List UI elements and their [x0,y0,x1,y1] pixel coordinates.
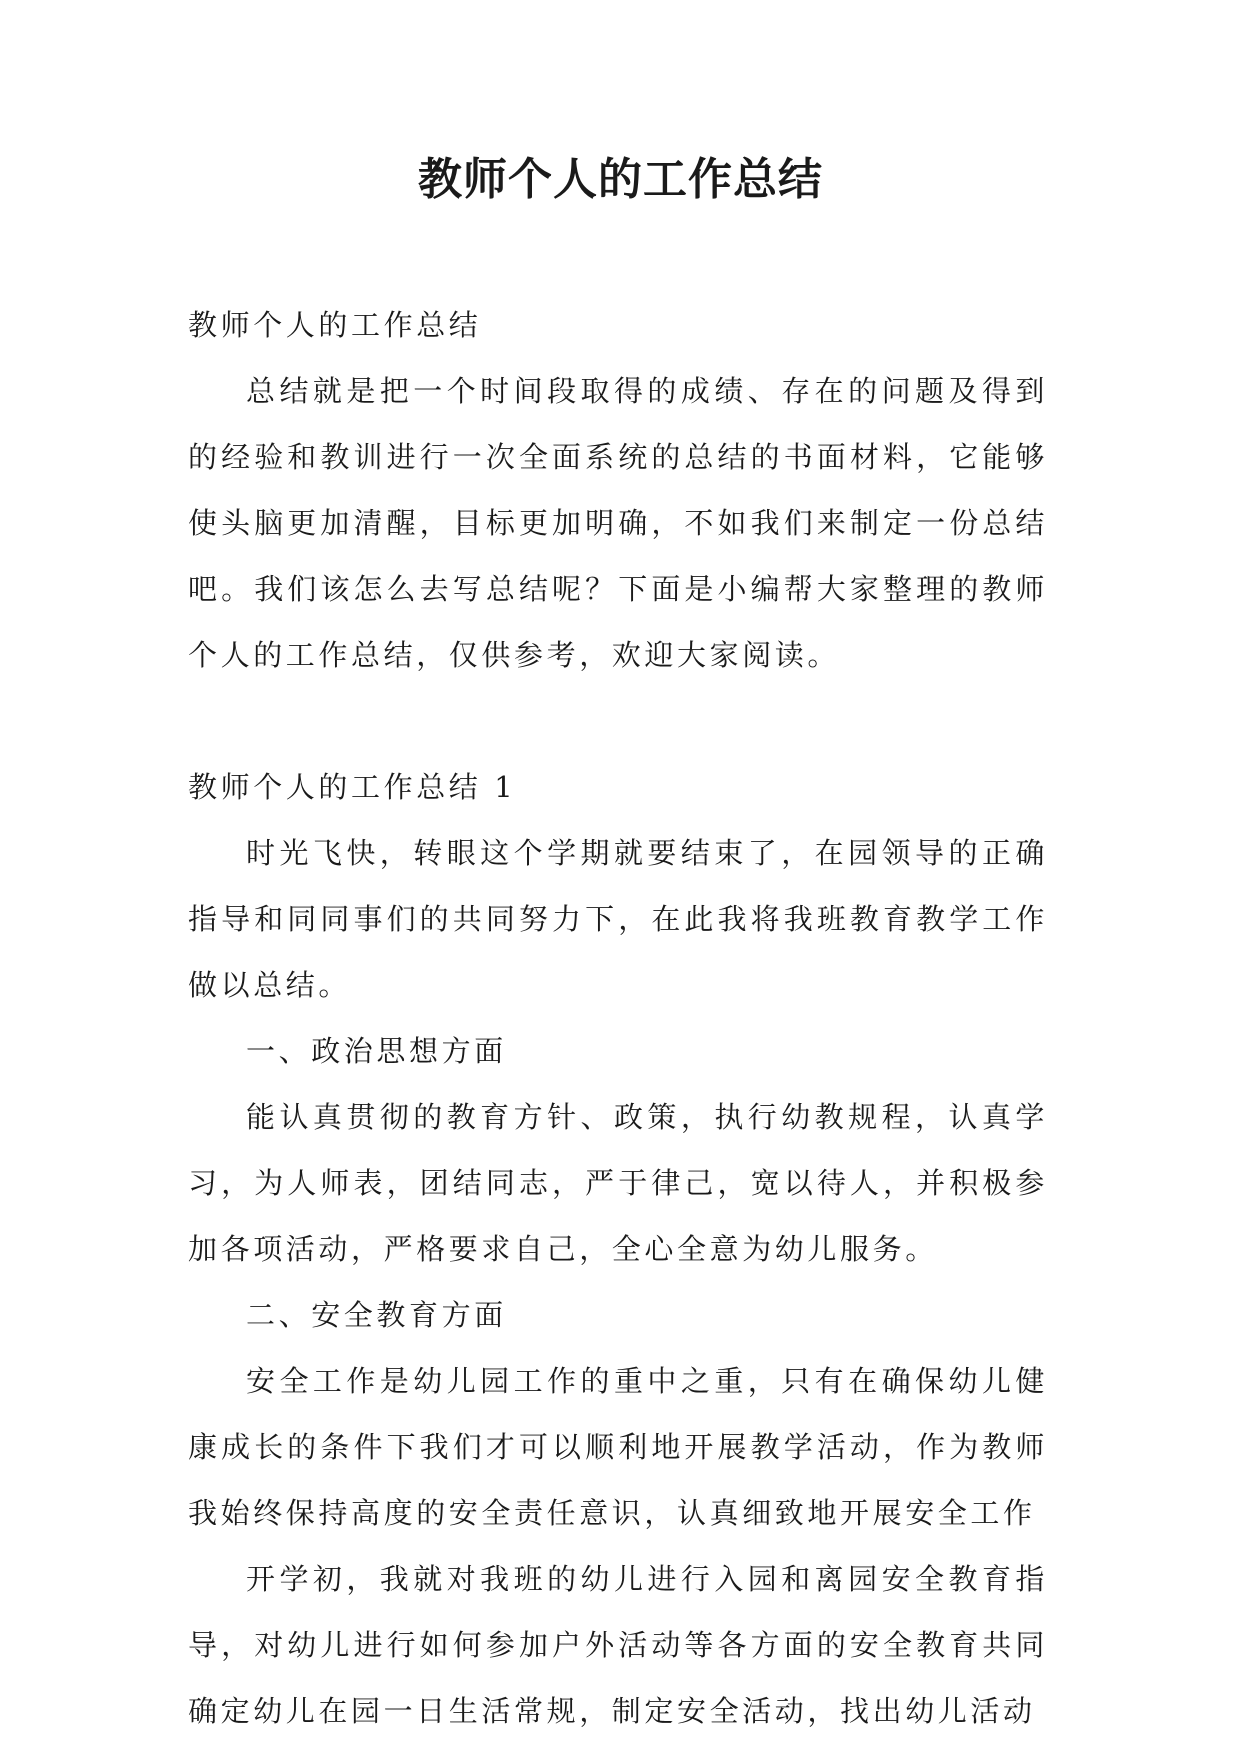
subheading-safety: 二、安全教育方面 [246,1298,507,1332]
section-1-paragraph: 时光飞快，转眼这个学期就要结束了，在园领导的正确指导和同同事们的共同努力下，在此我将我班教育教学工作做以总结。 [188,836,1048,1002]
safety-paragraph-2: 开学初，我就对我班的幼儿进行入园和离园安全教育指导，对幼儿进行如何参加户外活动等各方面的安全教育共同确定幼儿在园一日生活常规，制定安全活动，找出幼儿活动 [188,1562,1048,1728]
safety-paragraph-1: 安全工作是幼儿园工作的重中之重，只有在确保幼儿健康成长的条件下我们才可以顺利地开展教学活动，作为教师我始终保持高度的安全责任意识，认真细致地开展安全工作 [188,1364,1048,1530]
political-paragraph: 能认真贯彻的教育方针、政策，执行幼教规程，认真学习，为人师表，团结同志，严于律己，宽以待人，并积极参加各项活动，严格要求自己，全心全意为幼儿服务。 [188,1100,1048,1266]
document-title: 教师个人的工作总结 [418,154,823,205]
intro-heading: 教师个人的工作总结 [188,308,482,342]
intro-paragraph: 总结就是把一个时间段取得的成绩、存在的问题及得到的经验和教训进行一次全面系统的总结的书面材料，它能够使头脑更加清醒，目标更加明确，不如我们来制定一份总结吧。我们该怎么去写总结呢？下面是小编帮大家整理的教师个人的工作总结，仅供参考，欢迎大家阅读。 [188,374,1048,672]
section-heading-1: 教师个人的工作总结 1 [188,770,517,804]
document-body [188,292,1048,1744]
section-spacer [188,688,1048,754]
subheading-political: 一、政治思想方面 [246,1034,507,1068]
